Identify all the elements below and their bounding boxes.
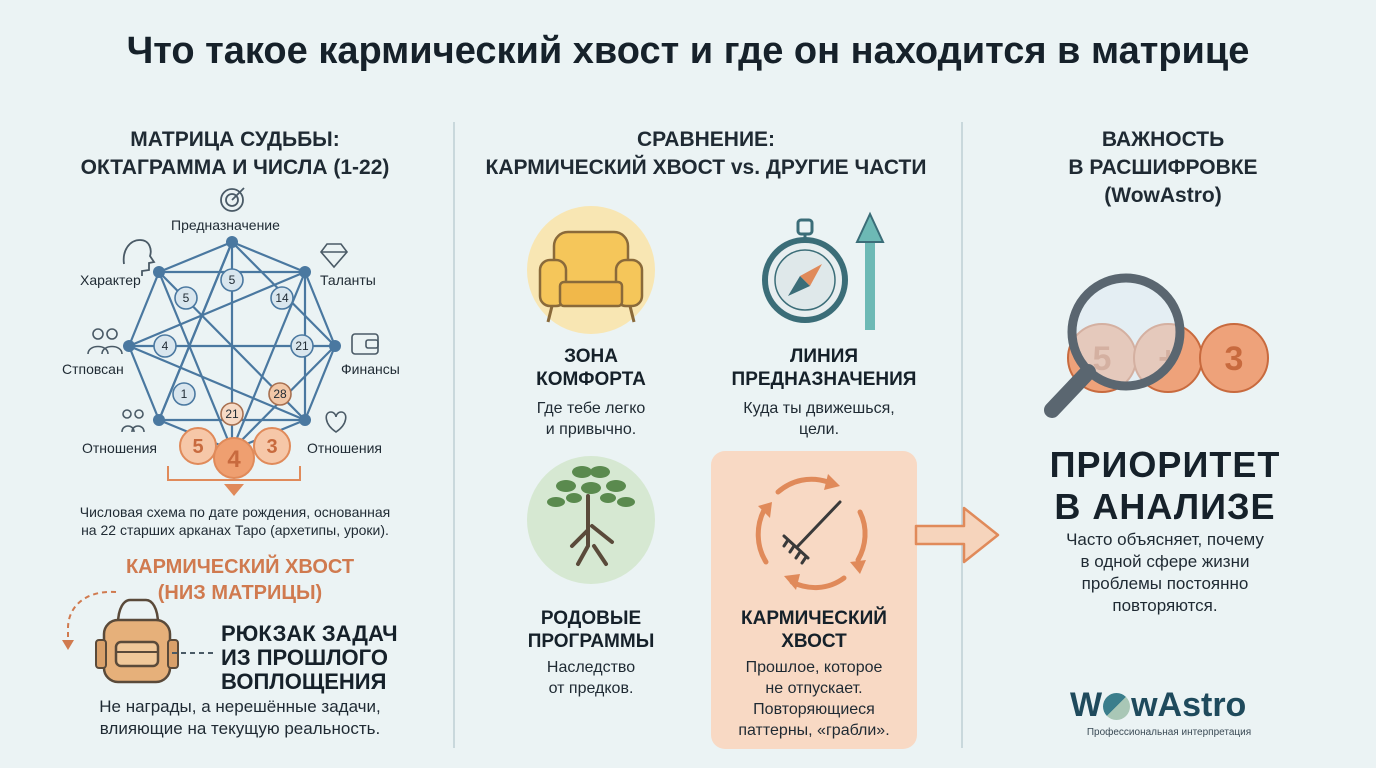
heart-icon bbox=[326, 412, 345, 432]
matrix-caption: Числовая схема по дате рождения, основанная на 22 старших арканах Таро (архетипы, уроки). bbox=[79, 504, 391, 538]
node-label-left: Стповсан bbox=[62, 361, 124, 377]
backpack-description: Не награды, а нерешённые задачи, влияющие на текущую реальность. bbox=[99, 697, 381, 738]
tail-number-2: 4 bbox=[227, 446, 241, 473]
divider-right bbox=[961, 122, 963, 748]
diamond-icon bbox=[321, 244, 347, 267]
wallet-icon bbox=[352, 334, 378, 354]
people-heart-icon bbox=[122, 410, 144, 432]
armchair-icon bbox=[527, 206, 655, 334]
octagram-diagram bbox=[0, 0, 460, 500]
magnifier-coins-icon bbox=[1030, 270, 1290, 430]
backpack-icon bbox=[96, 600, 178, 682]
backpack-diagram bbox=[60, 580, 230, 690]
backpack-title: РЮКЗАК ЗАДАЧ ИЗ ПРОШЛОГО ВОПЛОЩЕНИЯ bbox=[221, 621, 398, 694]
ancestral-programs-desc: Наследство от предков. bbox=[546, 659, 636, 697]
priority-heading: ПРИОРИТЕТ В АНАЛИЗЕ bbox=[1049, 444, 1281, 527]
number-upper-right: 14 bbox=[275, 291, 289, 305]
destiny-line-desc: Куда ты движешься, цели. bbox=[743, 400, 895, 438]
importance-heading: ВАЖНОСТЬ В РАСШИФРОВКЕ (WowAstro) bbox=[1068, 128, 1258, 207]
karmic-tail-title: КАРМИЧЕСКИЙ ХВОСТ bbox=[741, 608, 887, 652]
compass-icon bbox=[765, 220, 845, 320]
number-right: 21 bbox=[295, 339, 309, 353]
page-title: Что такое кармический хвост и где он находится в матрице bbox=[126, 30, 1250, 72]
destiny-line-title: ЛИНИЯ ПРЕДНАЗНАЧЕНИЯ bbox=[731, 346, 917, 390]
node-label-upper-right: Таланты bbox=[320, 272, 376, 288]
tail-number-1: 5 bbox=[192, 436, 204, 458]
number-lower-right: 28 bbox=[273, 387, 287, 401]
wowastro-logo: W wAstro bbox=[1070, 686, 1247, 724]
number-bottom: 21 bbox=[225, 407, 239, 421]
priority-description: Часто объясняет, почему в одной сфере жизни проблемы постоянно повторяются. bbox=[1066, 530, 1264, 615]
comparison-heading: СРАВНЕНИЕ: КАРМИЧЕСКИЙ ХВОСТ vs. ДРУГИЕ ЧАСТИ bbox=[485, 128, 927, 179]
comfort-zone-desc: Где тебе легко и привычно. bbox=[536, 400, 646, 438]
comfort-zone-title: ЗОНА КОМФОРТА bbox=[536, 346, 646, 390]
node-label-lower-left: Отношения bbox=[82, 440, 157, 456]
karmic-tail-heading: КАРМИЧЕСКИЙ ХВОСТ (НИЗ МАТРИЦЫ) bbox=[125, 556, 355, 604]
node-label-upper-left: Характер bbox=[80, 272, 141, 288]
number-lower-left: 1 bbox=[180, 387, 188, 401]
cycle-rake-icon bbox=[744, 466, 884, 596]
node-label-right: Финансы bbox=[341, 361, 400, 377]
tree-icon bbox=[527, 456, 655, 584]
target-icon bbox=[221, 188, 244, 211]
ancestral-programs-title: РОДОВЫЕ ПРОГРАММЫ bbox=[527, 608, 655, 652]
tail-number-3: 3 bbox=[266, 436, 278, 458]
right-arrow-icon bbox=[914, 504, 1004, 566]
people-icon bbox=[88, 329, 122, 354]
number-left: 4 bbox=[161, 339, 169, 353]
karmic-tail-desc: Прошлое, которое не отпускает. Повторяющиеся паттерны, «грабли». bbox=[738, 659, 890, 739]
head-profile-icon bbox=[124, 240, 154, 276]
matrix-heading: МАТРИЦА СУДЬБЫ: ОКТАГРАММА И ЧИСЛА (1-22) bbox=[80, 128, 390, 179]
number-upper-left: 5 bbox=[182, 291, 190, 305]
number-top: 5 bbox=[228, 273, 236, 287]
node-label-lower-right: Отношения bbox=[307, 440, 382, 456]
node-label-top: Предназначение bbox=[171, 217, 280, 233]
logo-orb-icon bbox=[1103, 693, 1130, 720]
coin-number-3: 3 bbox=[1224, 340, 1244, 378]
logo-subtitle: Профессиональная интерпретация bbox=[1086, 727, 1252, 738]
up-arrow-icon bbox=[857, 214, 883, 330]
